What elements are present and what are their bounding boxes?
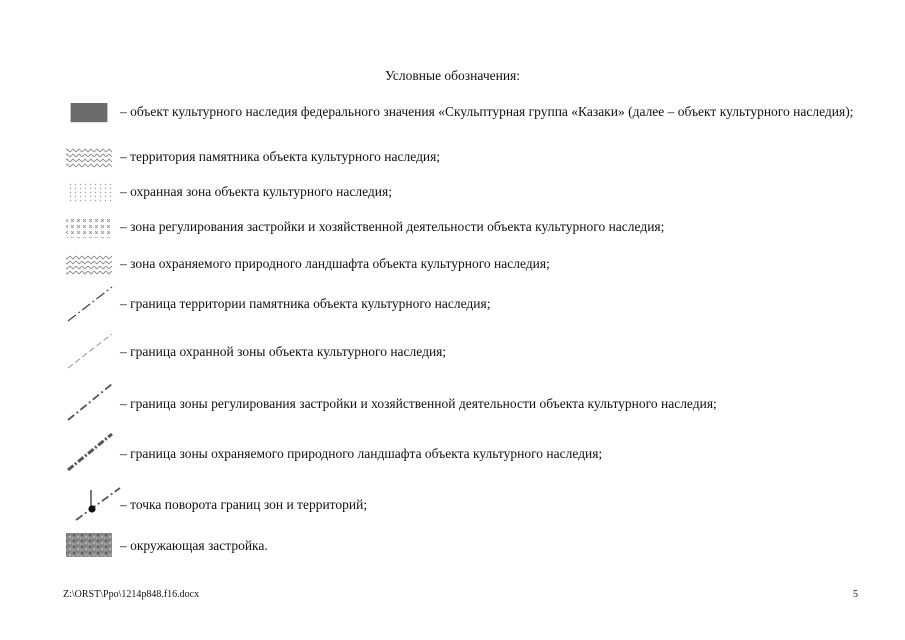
legend-text-protection-boundary: – граница охранной зоны объекта культурного наследия; [120, 344, 447, 359]
x-grid-pattern-icon [64, 218, 114, 238]
sparse-dot-pattern-icon [64, 183, 114, 203]
turning-point-icon [64, 484, 124, 524]
legend-row-heritage-object [64, 103, 854, 139]
legend-row-landscape-boundary [64, 432, 854, 474]
legend-row-regulation-zone [64, 218, 854, 240]
solid-gray-fill-icon [64, 103, 114, 127]
legend-row-protection-zone [64, 183, 854, 205]
dash-dot-line-icon [64, 382, 114, 424]
legend-row-surrounding-buildings [64, 533, 854, 559]
legend-text-surrounding-buildings: – окружающая застройка. [120, 538, 268, 553]
legend-text-protection-zone: – охранная зона объекта культурного наследия; [120, 184, 392, 199]
legend-text-regulation-zone: – зона регулирования застройки и хозяйственной деятельности объекта культурного наследия; [120, 219, 665, 234]
light-dashed-line-icon [64, 332, 114, 372]
legend-text-monument-boundary: – граница территории памятника объекта культурного наследия; [120, 296, 491, 311]
legend-text-landscape-zone: – зона охраняемого природного ландшафта объекта культурного наследия; [120, 256, 550, 271]
thick-dash-dot-line-icon [64, 432, 114, 474]
legend-text-landscape-boundary: – граница зоны охраняемого природного ландшафта объекта культурного наследия; [120, 446, 603, 461]
mottled-texture-icon [64, 533, 114, 557]
legend-heading: Условные обозначения: [384, 68, 521, 83]
zigzag-pattern-icon [64, 255, 114, 275]
legend-row-monument-boundary [64, 285, 854, 325]
legend-row-regulation-boundary [64, 382, 854, 424]
legend-text-turning-point: – точка поворота границ зон и территорий; [120, 497, 368, 512]
legend-row-landscape-zone [64, 255, 854, 277]
thin-dashed-line-icon [64, 285, 114, 325]
legend-text-heritage-object: – объект культурного наследия федерального значения «Скульптурная группа «Казаки» (далее – объект культурного наследия); [120, 104, 854, 119]
legend-row-protection-boundary [64, 332, 854, 372]
legend-text-regulation-boundary: – граница зоны регулирования застройки и хозяйственной деятельности объекта культурного наследия; [120, 396, 717, 411]
legend-text-monument-territory: – территория памятника объекта культурного наследия; [120, 149, 441, 164]
legend-row-turning-point [64, 484, 854, 524]
legend-row-monument-territory [64, 148, 854, 170]
dense-crosshatch-pattern-icon [64, 148, 114, 168]
footer-file-path: Z:\ORST\Ppo\1214p848.f16.docx [63, 589, 200, 600]
footer-page-number: 5 [853, 589, 858, 600]
